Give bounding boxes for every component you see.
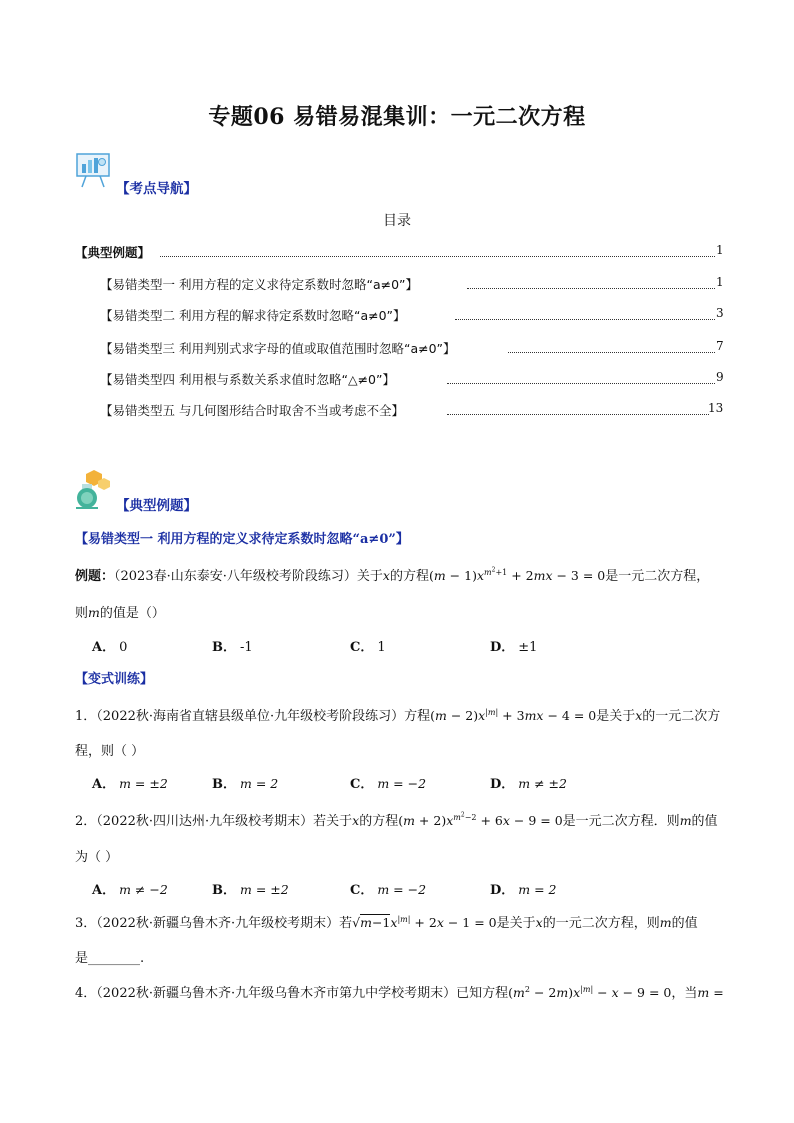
q1-option-a[interactable]: A． m = ±2	[92, 776, 168, 792]
variant-heading: 【变式训练】	[75, 672, 154, 687]
nav-heading: 【考点导航】	[116, 181, 197, 197]
example-option-c[interactable]: C． 1	[350, 640, 386, 655]
q2-option-d[interactable]: D． m = 2	[490, 882, 557, 898]
toc-entry-type2[interactable]: 【易错类型二 利用方程的解求待定系数时忽略“a≠0”】	[100, 308, 406, 323]
toc-page: 9	[716, 370, 724, 384]
q1-option-b[interactable]: B． m = 2	[212, 776, 279, 792]
example-line2: 则m的值是（）	[75, 605, 165, 621]
toc-entry-typical[interactable]: 【典型例题】	[75, 245, 151, 260]
q4-equation: $(m^2 - 2m)x^{|m|} - x - 9 = 0$	[508, 984, 672, 1000]
toc-entry-type1[interactable]: 【易错类型一 利用方程的定义求待定系数时忽略“a≠0”】	[100, 277, 419, 292]
question-1-line1: 1．（2022秋·海南省直辖县级单位·九年级校考阶段练习）方程$(m - 2)x^{|m|} + 3mx - 4 = 0$是关于x的一元二次方	[75, 707, 721, 724]
question-3-line2: 是________.	[75, 951, 145, 966]
toc-entry-type5[interactable]: 【易错类型五 与几何图形结合时取舍不当或考虑不全】	[100, 403, 404, 418]
toc-leader	[447, 383, 715, 384]
q2-equation: $(m + 2)x^{m^2-2} + 6x - 9 = 0$	[398, 811, 563, 828]
question-4-line1: 4．（2022秋·新疆乌鲁木齐·九年级乌鲁木齐市第九中学校考期末）已知方程$(m^2 - 2m)x^{|m|} - x - 9 = 0$，当m =	[75, 984, 724, 1001]
example-option-a[interactable]: A． 0	[92, 640, 128, 655]
q1-equation: $(m - 2)x^{|m|} + 3mx - 4 = 0$	[430, 707, 597, 723]
type1-heading: 【易错类型一 利用方程的定义求待定系数时忽略“a≠0”】	[75, 532, 409, 547]
toc-page: 13	[708, 401, 724, 415]
toc-leader	[455, 319, 715, 320]
example-option-d[interactable]: D． ±1	[490, 640, 538, 655]
flask-icon	[72, 468, 114, 510]
question-1-line2: 程，则（ ）	[75, 744, 145, 759]
q3-equation: $√m-1x^{|m|} + 2x - 1 = 0$	[352, 914, 497, 930]
toc-entry-type4[interactable]: 【易错类型四 利用根与系数关系求值时忽略“△≠0”】	[100, 372, 395, 387]
q2-option-b[interactable]: B． m = ±2	[212, 882, 289, 898]
q1-option-d[interactable]: D． m ≠ ±2	[490, 776, 567, 792]
toc-page: 1	[716, 243, 724, 257]
q2-option-c[interactable]: C． m = −2	[350, 882, 427, 898]
toc-leader	[467, 288, 715, 289]
presentation-board-icon	[74, 150, 114, 190]
example-equation: $(m - 1)x^{m^2+1} + 2mx - 3 = 0$	[428, 566, 606, 583]
toc-leader	[447, 414, 709, 415]
toc-page: 1	[716, 275, 724, 289]
q1-option-c[interactable]: C． m = −2	[350, 776, 427, 792]
example-line1: 例题：（2023春·山东泰安·八年级校考阶段练习）关于x的方程$(m - 1)x^{m^2+1} + 2mx - 3 = 0$是一元二次方程，	[75, 566, 710, 584]
question-2-line2: 为（ ）	[75, 850, 119, 865]
toc-page: 3	[716, 306, 724, 320]
toc-page: 7	[716, 339, 724, 353]
question-3-line1: 3．（2022秋·新疆乌鲁木齐·九年级校考期末）若$√m-1x^{|m|} + 2x - 1 = 0$是关于x的一元二次方程，则m的值	[75, 914, 698, 931]
example-option-b[interactable]: B． -1	[212, 640, 253, 655]
q2-option-a[interactable]: A． m ≠ −2	[92, 882, 168, 898]
toc-leader	[160, 256, 715, 257]
toc-entry-type3[interactable]: 【易错类型三 利用判别式求字母的值或取值范围时忽略“a≠0”】	[100, 341, 456, 356]
page-title: 专题06 易错易混集训：一元二次方程	[208, 104, 586, 130]
toc-leader	[508, 352, 715, 353]
section-heading: 【典型例题】	[116, 498, 197, 514]
question-2-line1: 2．（2022秋·四川达州·九年级校考期末）若关于x的方程$(m + 2)x^{m^2-2} + 6x - 9 = 0$是一元二次方程．则m的值	[75, 811, 718, 829]
example-label: 例题：	[75, 569, 115, 584]
toc-title: 目录	[383, 213, 411, 229]
